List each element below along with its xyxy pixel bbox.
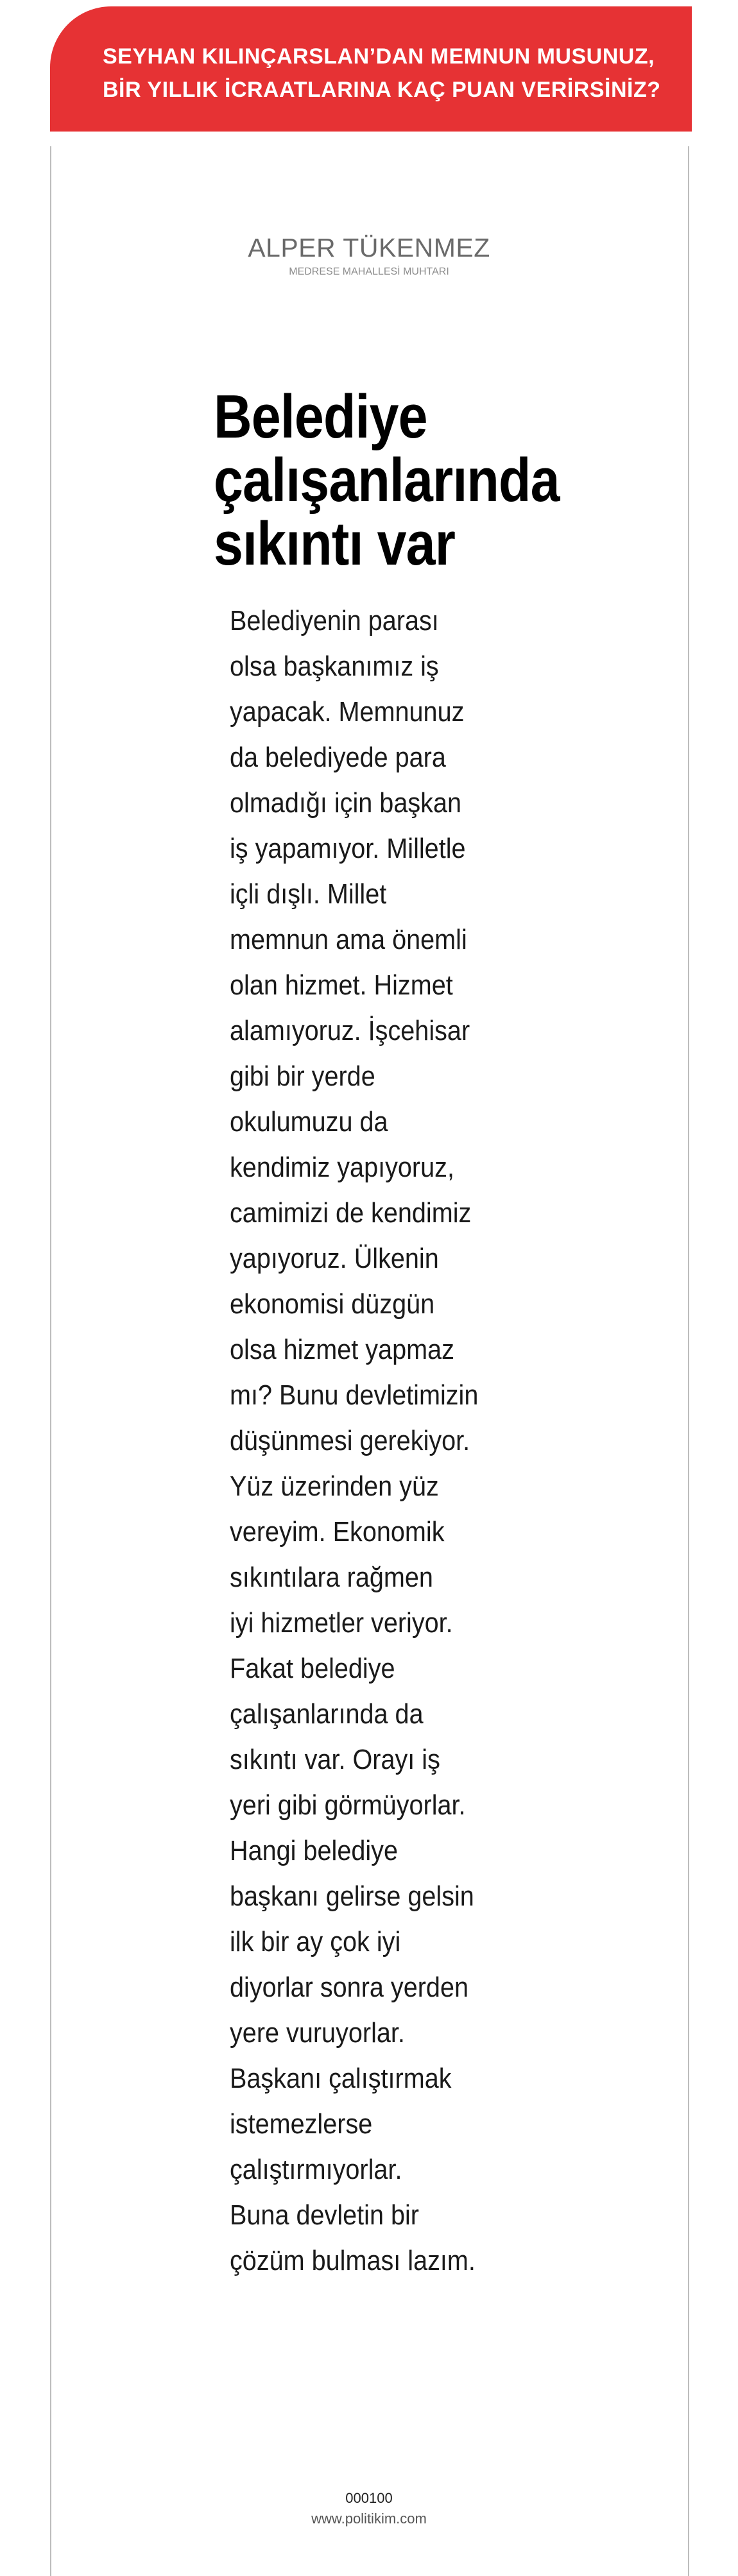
body-text-line: çözüm bulması lazım. bbox=[230, 2245, 476, 2276]
page-footer bbox=[0, 2489, 738, 2528]
body-text-line: yeri gibi görmüyorlar. bbox=[230, 1789, 466, 1821]
headline-line: çalışanlarında bbox=[214, 446, 560, 515]
body-text-line: ilk bir ay çok iyi bbox=[230, 1926, 401, 1958]
body-text-line: olan hizmet. Hizmet bbox=[230, 969, 453, 1001]
body-text-line: da belediyede para bbox=[230, 742, 446, 773]
body-text-line: istemezlerse bbox=[230, 2108, 373, 2140]
body-text-line: yapıyoruz. Ülkenin bbox=[230, 1243, 439, 1274]
headline-line: Belediye bbox=[214, 382, 427, 451]
body-text-line: olsa başkanımız iş bbox=[230, 651, 439, 682]
body-text-line: sıkıntı var. Orayı iş bbox=[230, 1744, 440, 1775]
body-text-line: Fakat belediye bbox=[230, 1653, 395, 1684]
banner-question-line-2: BİR YILLIK İCRAATLARINA KAÇ PUAN VERİRSİNİZ? bbox=[103, 78, 661, 102]
body-text-line: camimizi de kendimiz bbox=[230, 1197, 472, 1229]
author-byline bbox=[0, 232, 738, 278]
body-text-line: ekonomisi düzgün bbox=[230, 1288, 435, 1320]
body-text-line: iş yapamıyor. Milletle bbox=[230, 833, 466, 864]
body-text-line: çalışanlarında da bbox=[230, 1698, 424, 1730]
right-divider bbox=[688, 146, 689, 2576]
body-text-line: Başkanı çalıştırmak bbox=[230, 2063, 452, 2094]
body-text-line: Hangi belediye bbox=[230, 1835, 398, 1866]
body-text-line: çalıştırmıyorlar. bbox=[230, 2154, 402, 2185]
left-divider bbox=[50, 146, 51, 2576]
body-text-line: gibi bir yerde bbox=[230, 1061, 375, 1092]
page-code: 000100 bbox=[345, 2490, 393, 2506]
body-text-line: yere vuruyorlar. bbox=[230, 2017, 405, 2049]
banner-question-line-1: SEYHAN KILINÇARSLAN’DAN MEMNUN MUSUNUZ, bbox=[103, 44, 655, 69]
question-banner bbox=[50, 6, 692, 132]
body-text-line: mı? Bunu devletimizin bbox=[230, 1379, 479, 1411]
body-text-line: Yüz üzerinden yüz bbox=[230, 1471, 439, 1502]
article-headline bbox=[214, 382, 567, 578]
body-text-line: Buna devletin bir bbox=[230, 2199, 419, 2231]
body-text-line: alamıyoruz. İşcehisar bbox=[230, 1015, 470, 1046]
body-text-line: başkanı gelirse gelsin bbox=[230, 1881, 474, 1912]
body-text-line: iyi hizmetler veriyor. bbox=[230, 1607, 453, 1639]
body-text-line: diyorlar sonra yerden bbox=[230, 1972, 468, 2003]
body-text-line: Belediyenin parası bbox=[230, 605, 439, 636]
body-text-line: okulumuzu da bbox=[230, 1106, 388, 1138]
body-text-line: düşünmesi gerekiyor. bbox=[230, 1425, 470, 1456]
body-text-line: olmadığı için başkan bbox=[230, 787, 462, 819]
body-text-line: yapacak. Memnunuz bbox=[230, 696, 465, 728]
body-text-line: içli dışlı. Millet bbox=[230, 878, 387, 910]
body-text-line: memnun ama önemli bbox=[230, 924, 467, 955]
author-name: ALPER TÜKENMEZ bbox=[248, 233, 490, 262]
article-body bbox=[230, 598, 478, 2283]
body-text-line: vereyim. Ekonomik bbox=[230, 1516, 445, 1548]
body-text-line: olsa hizmet yapmaz bbox=[230, 1334, 454, 1365]
website-link[interactable]: www.politikim.com bbox=[311, 2511, 427, 2527]
body-text-line: kendimiz yapıyoruz, bbox=[230, 1152, 454, 1183]
headline-line: sıkıntı var bbox=[214, 509, 456, 578]
body-text-line: sıkıntılara rağmen bbox=[230, 1562, 433, 1593]
author-role: MEDRESE MAHALLESİ MUHTARI bbox=[289, 266, 449, 277]
